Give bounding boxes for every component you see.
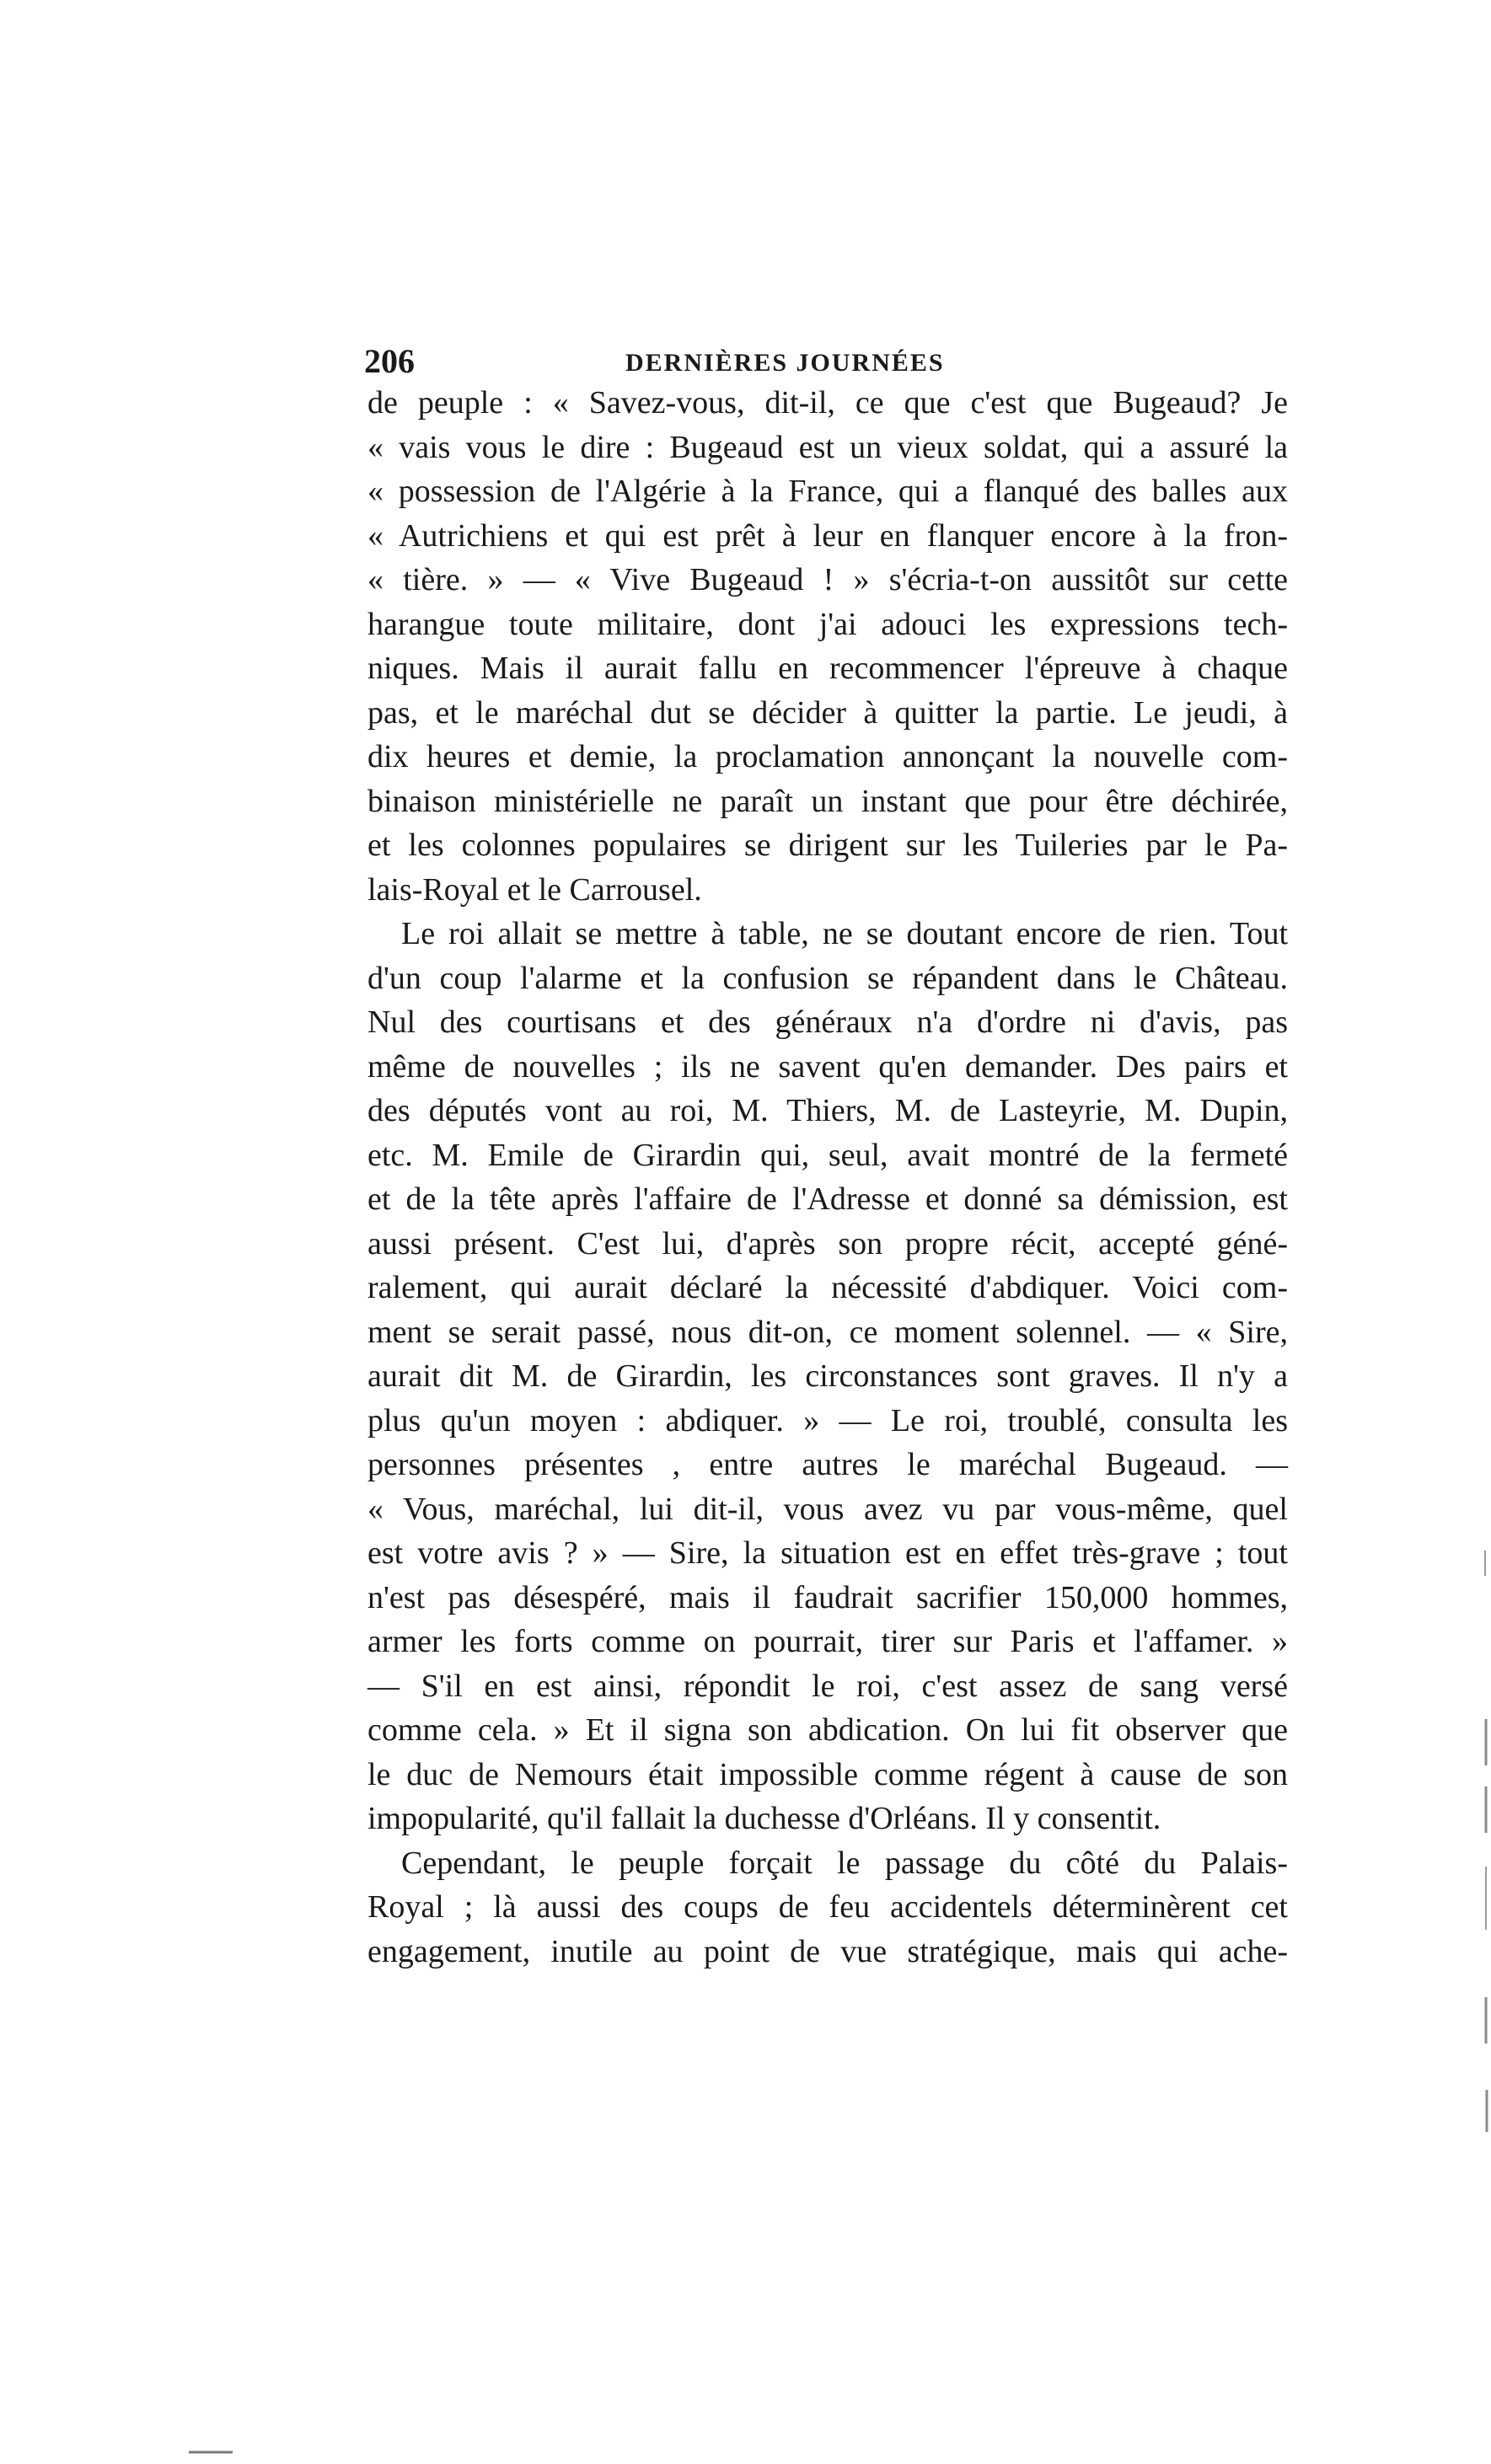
body-text xyxy=(367,381,1288,1974)
text-line: n'est pas désespéré, mais il faudrait sacrifier 150,000 hommes, xyxy=(367,1579,1288,1615)
text-line: pas, et le maréchal dut se décider à quitter la partie. Le jeudi, à xyxy=(367,694,1288,731)
text-line: est votre avis ? » — Sire, la situation est en effet très-grave ; tout xyxy=(367,1535,1288,1571)
running-title: DERNIÈRES JOURNÉES xyxy=(625,349,945,377)
text-line: comme cela. » Et il signa son abdication. On lui fit observer que xyxy=(367,1712,1288,1748)
text-line: harangue toute militaire, dont j'ai adouci les expressions tech- xyxy=(367,606,1288,642)
text-line: Cependant, le peuple forçait le passage du côté du Palais- xyxy=(401,1845,1288,1881)
text-line: « possession de l'Algérie à la France, qui a flanqué des balles aux xyxy=(367,474,1288,509)
text-line: armer les forts comme on pourrait, tirer sur Paris et l'affamer. » xyxy=(367,1624,1288,1659)
text-line: « vais vous le dire : Bugeaud est un vieux soldat, qui a assuré la xyxy=(367,429,1288,465)
text-line: lais-Royal et le Carrousel. xyxy=(367,871,702,908)
text-line: ralement, qui aurait déclaré la nécessité d'abdiquer. Voici com- xyxy=(367,1270,1288,1305)
text-line: engagement, inutile au point de vue stratégique, mais qui ache- xyxy=(367,1933,1288,1969)
text-line: de peuple : « Savez-vous, dit-il, ce que c'est que Bugeaud? Je xyxy=(367,385,1288,420)
text-line: des députés vont au roi, M. Thiers, M. de Lasteyrie, M. Dupin, xyxy=(367,1093,1288,1128)
text-line: Royal ; là aussi des coups de feu accidentels déterminèrent cet xyxy=(367,1889,1288,1925)
text-line: aurait dit M. de Girardin, les circonstances sont graves. Il n'y a xyxy=(367,1358,1288,1394)
text-line: binaison ministérielle ne paraît un instant que pour être déchirée, xyxy=(367,783,1288,819)
text-line: d'un coup l'alarme et la confusion se répandent dans le Château. xyxy=(367,960,1288,996)
page-number: 206 xyxy=(364,342,415,380)
text-line: même de nouvelles ; ils ne savent qu'en demander. Des pairs et xyxy=(367,1048,1288,1085)
text-line: aussi présent. C'est lui, d'après son propre récit, accepté géné- xyxy=(367,1225,1288,1261)
text-line: ment se serait passé, nous dit-on, ce moment solennel. — « Sire, xyxy=(367,1314,1288,1350)
text-line: et les colonnes populaires se dirigent sur les Tuileries par le Pa- xyxy=(367,828,1288,863)
text-line: plus qu'un moyen : abdiquer. » — Le roi, troublé, consulta les xyxy=(367,1402,1288,1438)
text-line: niques. Mais il aurait fallu en recommencer l'épreuve à chaque xyxy=(367,651,1288,686)
text-line: etc. M. Emile de Girardin qui, seul, avait montré de la fermeté xyxy=(367,1137,1288,1173)
text-line: « Vous, maréchal, lui dit-il, vous avez vu par vous-même, quel xyxy=(367,1491,1288,1527)
text-line: et de la tête après l'affaire de l'Adresse et donné sa démission, est xyxy=(367,1181,1288,1217)
text-line: dix heures et demie, la proclamation annonçant la nouvelle com- xyxy=(367,739,1288,774)
text-line: « tière. » — « Vive Bugeaud ! » s'écria-t-on aussitôt sur cette xyxy=(367,562,1288,597)
text-line: le duc de Nemours était impossible comme régent à cause de son xyxy=(367,1756,1288,1792)
text-line: impopularité, qu'il fallait la duchesse d'Orléans. Il y consentit. xyxy=(367,1801,1161,1836)
text-line: Le roi allait se mettre à table, ne se doutant encore de rien. Tout xyxy=(401,916,1288,951)
text-line: — S'il en est ainsi, répondit le roi, c'est assez de sang versé xyxy=(367,1668,1288,1704)
text-line: Nul des courtisans et des généraux n'a d'ordre ni d'avis, pas xyxy=(367,1004,1288,1040)
text-line: « Autrichiens et qui est prêt à leur en flanquer encore à la fron- xyxy=(367,517,1288,554)
text-line: personnes présentes , entre autres le maréchal Bugeaud. — xyxy=(367,1447,1288,1482)
running-head xyxy=(364,340,1283,383)
